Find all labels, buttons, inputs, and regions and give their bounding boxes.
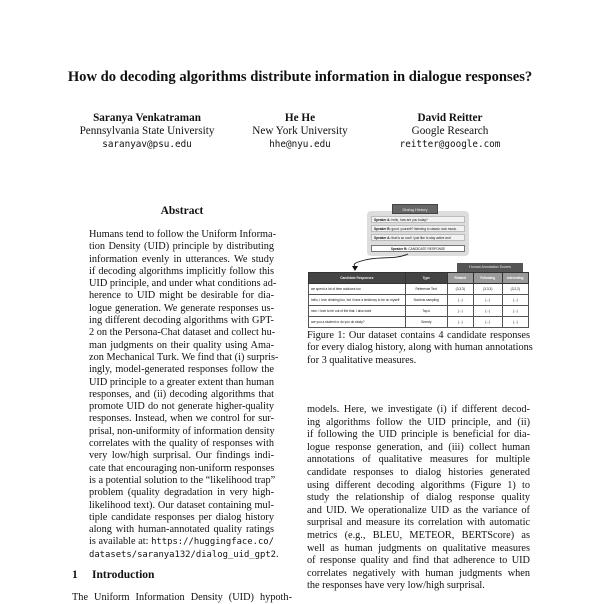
caption-line: for 3 qualitative measures. [307,354,417,366]
utterance-text: hello, how are you today? [391,218,428,222]
author-affiliation: Pennsylvania State University [79,125,215,137]
table-row [309,284,529,295]
section-number: 1 [72,569,78,581]
intro-body [72,592,292,604]
abstract-line: correlates with the quality of responses with [89,438,274,450]
abstract-line: if decoding algorithms implicitly follow this [89,265,274,277]
body-line: and UID. We operationalize UID as the variance of [307,504,530,516]
body-line: of response quality and find that adherence to UID [307,555,530,567]
candidate-utterance [371,245,465,252]
response-type: Greedy [405,317,447,328]
abstract-line: likelihood text). Our dataset containing mul- [89,499,274,511]
author-name: David Reitter [417,112,483,124]
author-email: reitter@google.com [399,139,501,150]
score: (...) [447,295,473,306]
body-line: using different decoding algorithms (Figure 1) to [307,479,530,491]
column-header: Type [405,273,447,284]
abstract-heading: Abstract [160,205,204,217]
utterance-text: CANDIDATE RESPONSE [408,247,446,251]
score: (3,3,3) [447,284,473,295]
abstract-line: very low/high surprisal. Our findings indi- [89,450,274,462]
section-title: Introduction [92,569,155,581]
author-3 [350,112,550,152]
utterance [371,234,465,241]
period: . [276,548,279,560]
intro-body-right [307,404,530,593]
table-row [309,317,529,328]
speaker: Speaker B: [374,227,391,231]
abstract-line: responses, and (ii) decoding algorithms that [89,388,274,400]
score: (...) [447,317,473,328]
body-line: the responses have very low/high surprisal. [307,580,485,592]
caption-line: Figure 1: Our dataset contains 4 candidate responses [307,330,530,341]
utterance [371,216,465,223]
response-type: Nucleus sampling [405,295,447,306]
abstract-line: is a potential solution to the “likelihood trap” [89,474,276,486]
body-line: surprisal and measure its correlation with automatic [307,517,530,529]
response: we spend a lot of time outdoors too [309,284,406,295]
table-row [309,295,529,306]
abstract-line: man judgments on their quality using Ama- [89,339,274,351]
author-email: hhe@nyu.edu [269,139,331,150]
score: (...) [447,306,473,317]
abstract-line: responses. Instead, when we control for sur- [89,413,274,425]
author-affiliation: New York University [252,125,348,137]
score: (3,2,2) [502,284,528,295]
paper-title: How do decoding algorithms distribute information in dialogue responses? [67,69,533,85]
abstract-line: ingly, model-generated responses follow the [89,364,274,376]
table-row [309,306,529,317]
body-line: metrics (e.g., BLEU, METEOR, BERTScore) as [307,529,530,541]
response: hello, i love climbing too, but i have a tendency to be on myself [309,295,406,306]
response: are you a student or do you do study? [309,317,406,328]
body-line: well as human judgments on qualitative measures [307,542,530,554]
body-line: logue response generation, and (iii) collect human [307,441,530,453]
body-line: correlates negatively with human judgments when [307,567,530,579]
abstract-line: promote UID do not generate higher-quality [89,401,274,413]
abstract-line: tion Density (UID) principle by distributing [89,241,274,253]
section-heading [72,569,154,581]
utterance [371,225,465,232]
abstract-line: cate that encouraging non-uniform responses [89,462,275,474]
dataset-url-cont[interactable]: datasets/saranya132/dialog_uid_gpt2 [89,549,277,560]
column-header: Interesting [502,273,528,284]
score: (...) [473,317,502,328]
score: (...) [473,306,502,317]
abstract-line: herence to UID might be desirable for dia- [89,290,274,302]
speaker: Speaker A: [374,218,391,222]
abstract-line: along with human-annotated quality ratings [89,524,274,536]
arrow-icon [350,252,430,272]
dataset-url[interactable]: https://huggingface.co/ [151,537,274,548]
response-type: Reference Text [405,284,447,295]
body-line: study the relationship of dialog response quality [307,492,530,504]
score: (...) [473,295,502,306]
column-header: Related [447,273,473,284]
abstract-line: tiple candidate responses per dialog history [89,511,274,523]
score: (3,3,3) [473,284,502,295]
response: nice. i love to be out of the that. i also work [309,306,406,317]
abstract-line [89,536,274,548]
score: (...) [502,317,528,328]
abstract-line: 2 on the Persona-Chat dataset and collect hu- [89,327,276,339]
body-line: models. Here, we investigate (i) if different decod- [307,404,530,415]
body-line: if following the UID principle is beneficial for dia- [307,429,530,441]
speaker: Speaker B: [390,247,408,251]
figure-caption [307,330,533,367]
score: (...) [502,295,528,306]
abstract-line: information evenly in utterances. We study [89,253,274,265]
author-affiliation: Google Research [411,125,489,137]
utterance-text: that is so cool! i just like to stay active and [391,236,451,240]
abstract-line: UID principle to a greater extent than human [89,376,274,388]
body-line: candidate responses to dialog histories generated [307,466,530,478]
column-header: Following [473,273,502,284]
abstract-line: prisal, non-uniformity of information density [89,425,275,437]
abstract-line: ing different decoding algorithms with GPT- [89,315,274,327]
body-line: ing algorithms follow the UID principle, and (ii) [307,416,530,428]
speaker: Speaker A: [374,236,391,240]
author-name: Saranya Venkatraman [93,112,201,124]
abstract-line: Humans tend to follow the Uniform Informa- [89,229,277,240]
intro-line: The Uniform Information Density (UID) hypoth- [72,592,292,603]
caption-line: for every dialog history, along with human annotations [307,342,533,354]
body-line: annotations of qualitative measures for multiple [307,454,530,466]
column-header: Candidate Responses [309,273,406,284]
dialog-history-label: Dialog History [392,204,438,214]
abstract-line: logue generation. We generate responses us- [89,302,274,314]
response-type: Top-k [405,306,447,317]
abstract-line: UID principle, and under what conditions ad- [89,278,277,290]
candidate-table [308,272,529,328]
abstract-body [89,229,279,561]
utterance-text: good. yourself? listening to classic rock music. [391,227,457,231]
abstract-line: zon Mechanical Turk. We find that (i) surpris- [89,351,279,363]
score: (...) [502,306,528,317]
annotation-scores-label: Human Annotation Scores [457,263,523,272]
abstract-line [89,548,279,561]
author-name: He He [284,112,316,124]
available-text: is available at: [89,536,149,548]
abstract-line: problem (quality degradation in very high- [89,487,274,499]
author-email: saranyav@psu.edu [102,139,192,150]
